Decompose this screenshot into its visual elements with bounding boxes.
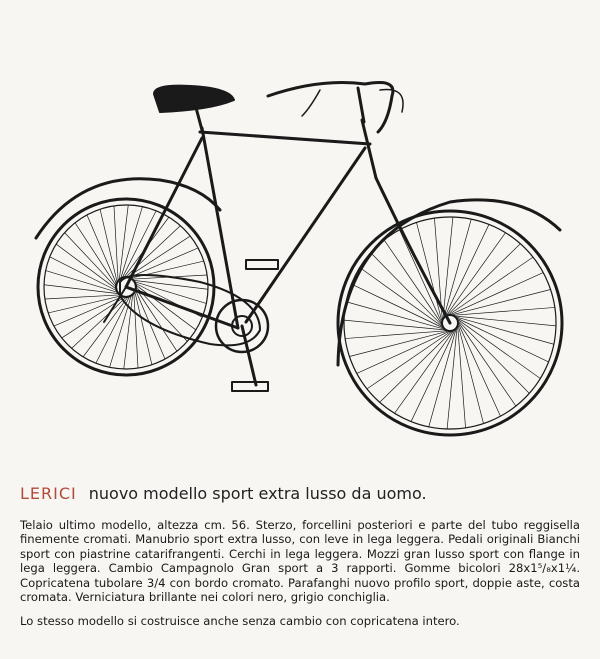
wheel-spoke xyxy=(448,244,520,314)
bicycle-illustration xyxy=(20,60,580,460)
frame xyxy=(126,88,450,328)
wheel-spoke xyxy=(459,323,516,406)
wheel-spoke xyxy=(446,224,489,315)
pedal xyxy=(232,382,268,391)
wheel-spoke xyxy=(72,296,128,348)
wheel-spoke xyxy=(87,215,117,286)
wheel-spoke xyxy=(400,230,442,322)
wheel-spoke xyxy=(458,328,466,428)
model-name: LERICI xyxy=(20,484,77,503)
wheel-spoke xyxy=(452,273,544,315)
wheel-spoke xyxy=(357,332,449,374)
saddle xyxy=(154,86,234,112)
product-heading xyxy=(20,484,590,503)
wheel-spoke xyxy=(122,211,157,279)
wheel-spoke xyxy=(65,233,117,289)
wheel-spoke xyxy=(50,257,118,292)
wheel-spoke xyxy=(455,307,555,315)
handlebar xyxy=(268,83,393,133)
wheel-spoke xyxy=(459,325,501,417)
wheel-spoke xyxy=(367,332,450,389)
model-tagline: nuovo modello sport extra lusso da uomo. xyxy=(88,484,427,503)
wheel-spoke xyxy=(345,331,445,339)
product-description xyxy=(20,518,580,629)
front-mudguard xyxy=(338,200,560,365)
wheel-spoke xyxy=(411,331,454,422)
wheel-spoke xyxy=(458,319,549,362)
closing-note: Lo stesso modello si costruisce anche senza cambio con copricatena intero. xyxy=(20,614,460,629)
crank-arm xyxy=(242,326,256,385)
wheel-spoke xyxy=(380,332,452,402)
wheel-spoke xyxy=(450,257,533,314)
wheel-spoke xyxy=(351,284,442,327)
wheel-spoke xyxy=(54,296,125,326)
specifications-paragraph: Telaio ultimo modello, altezza cm. 56. Sterzo, forcellini posteriori e parte del tubo reggisella finemente cromati. Manubrio sport extra lusso, con leve in lega leggera. Pedali originali Bianchi sport con piastrine catarifrangenti. Cerchi in lega leggera. Mozzi gran lusso sport con flange in lega leggera. Cambio Campagnolo Gran sport a 3 rapporti. Gomme bicolori 28x1⁵/₈x1¼. Copricatena tubolare 3/4 con bordo cromato. Parafanghi nuovo profilo sport, doppie aste, costa cromata. Verniciatura brillante nei colori nero, grigio conchiglia. xyxy=(20,518,580,605)
wheel-spoke xyxy=(96,295,131,363)
wheel-spoke xyxy=(459,321,529,393)
